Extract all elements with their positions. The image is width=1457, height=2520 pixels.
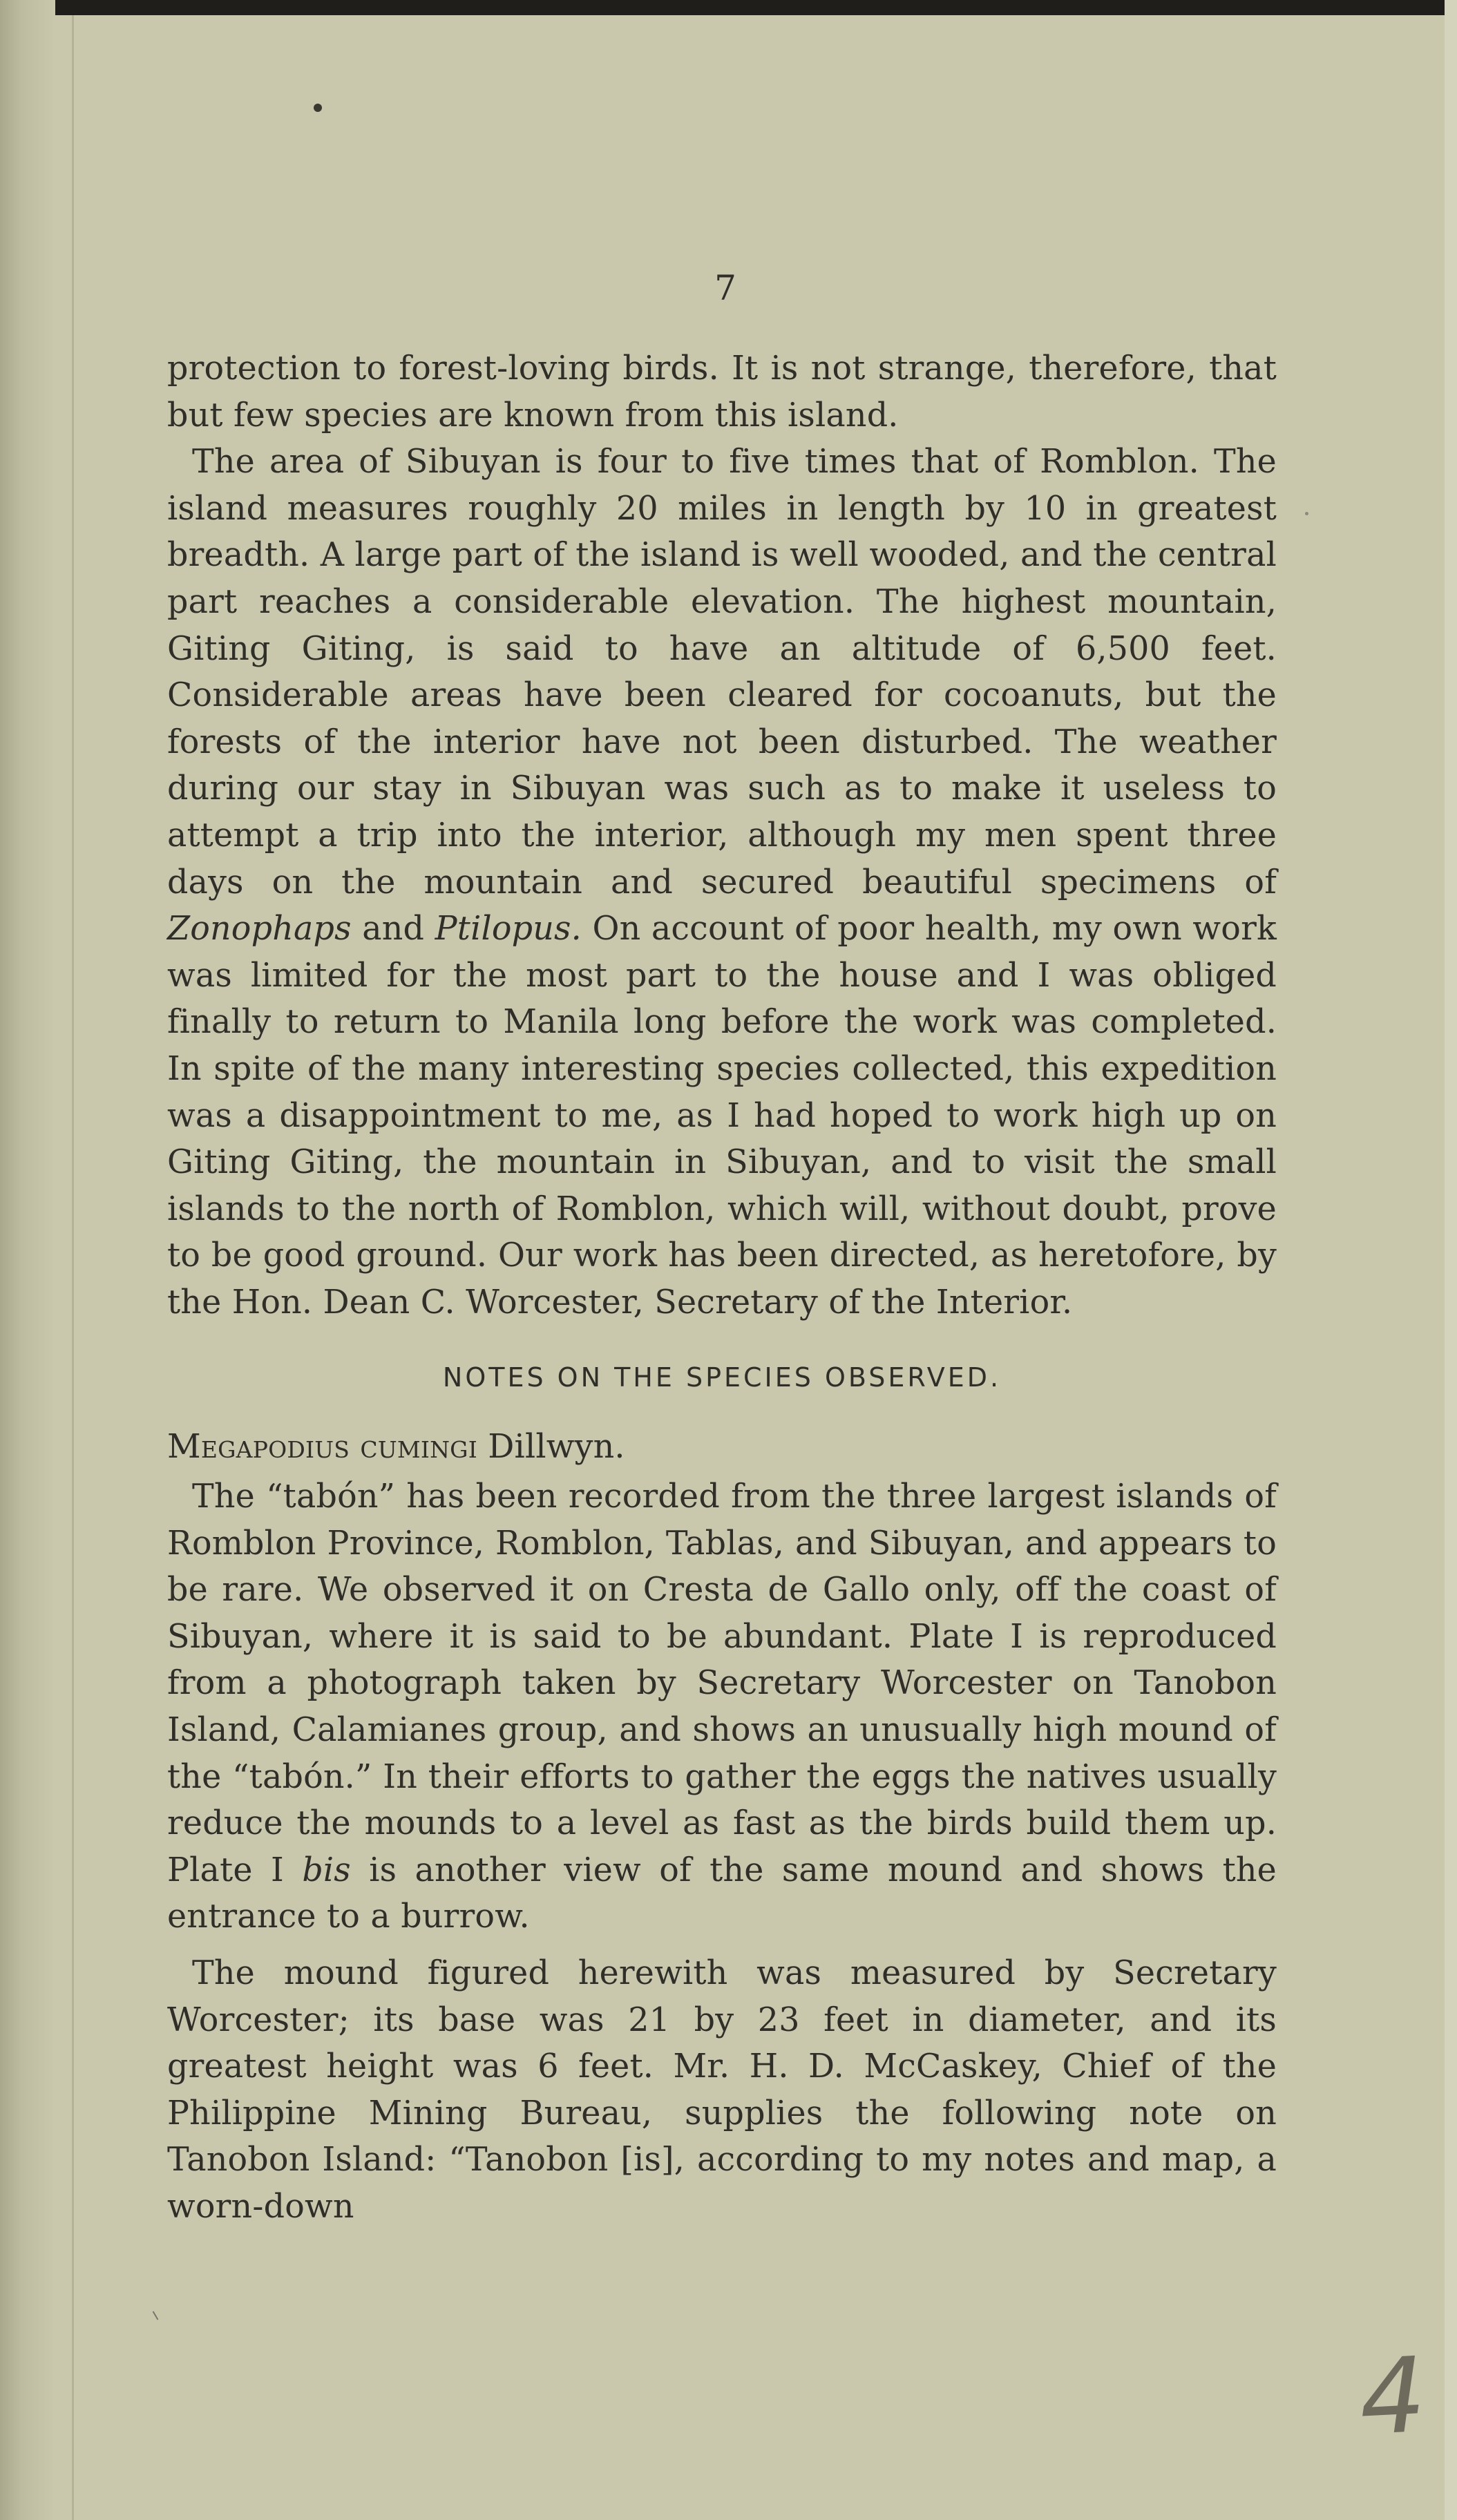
paragraph-text: On account of poor health, my own work was limited for the most part to the house and I was obliged finally to return to Manila long before the work was completed. In spite of the many interesting species collected, this expedition was a disappointment to me, as I had hoped to work high up on Giting Giting, the mountain in Sibuyan, and to visit the small islands to the north of Romblon, which will, without doubt, prove to be good ground. Our work has been directed, as heretofore, by the Hon. Dean C. Worcester, Secretary of the Interior. (167, 910, 1277, 1321)
genus-name: Ptilopus. (435, 910, 582, 948)
paragraph-text: The “tabón” has been recorded from the three largest islands of Romblon Province, Romblon, Tablas, and Sibuyan, and appears to be rare. We observed it on Cresta de Gallo only, off the coast of Sibuyan, where it is said to be abundant. Plate I is reproduced from a photograph taken by Secretary Worcester on Tanobon Island, Calamianes group, and shows an unusually high mound of the “tabón.” In their efforts to gather the eggs the natives usually reduce the mounds to a level as fast as the birds build them up. Plate I (167, 1478, 1277, 1889)
section-heading: NOTES ON THE SPECIES OBSERVED. (442, 1362, 1002, 1393)
genus-name: Zonophaps (167, 910, 352, 948)
page-right-edge (1445, 0, 1457, 2520)
ink-speck (314, 104, 322, 112)
paragraph-continuation: protection to forest-loving birds. It is not strange, therefore, that but few species are known from this island. (167, 350, 1277, 435)
species-author: Dillwyn. (488, 1428, 625, 1467)
page-number: 7 (714, 268, 736, 308)
ink-speck (1305, 512, 1308, 515)
paragraph-sibuyan (167, 439, 1277, 1326)
paragraph-text: and (362, 910, 425, 948)
page-binding-shadow (0, 0, 55, 2520)
scan-top-border (0, 0, 1457, 15)
species-entry (167, 1424, 1277, 1471)
pencil-tick-mark (153, 2311, 159, 2320)
handwritten-folio-number: 4 (1356, 2335, 1429, 2459)
page-body (167, 345, 1277, 2231)
page-fold-line (72, 15, 74, 2520)
paragraph-text: The area of Sibuyan is four to five times that of Romblon. The island measures roughly 20 miles in length by 10 in greatest breadth. A large part of the island is well wooded, and the central part reaches a considerable elevation. The highest mountain, Giting Giting, is said to have an altitude of 6,500 feet. Considerable areas have been cleared for cocoanuts, but the forests of the interior have not been disturbed. The weather during our stay in Sibuyan was such as to make it useless to attempt a trip into the interior, although my men spent three days on the mountain and secured beautiful specimens of (167, 443, 1277, 901)
species-name: Megapodius cumingi (167, 1428, 477, 1467)
paragraph-text: is another view of the same mound and shows the entrance to a burrow. (167, 1851, 1277, 1936)
paragraph-tabon (167, 1473, 1277, 1940)
plate-qualifier: bis (302, 1851, 351, 1889)
paragraph-mound: The mound figured herewith was measured by Secretary Worcester; its base was 21 by 23 feet in diameter, and its greatest height was 6 feet. Mr. H. D. McCaskey, Chief of the Philippine Mining Bureau, supplies the following note on Tanobon Island: “Tanobon [is], according to my notes and map, a worn-down (167, 1954, 1277, 2226)
